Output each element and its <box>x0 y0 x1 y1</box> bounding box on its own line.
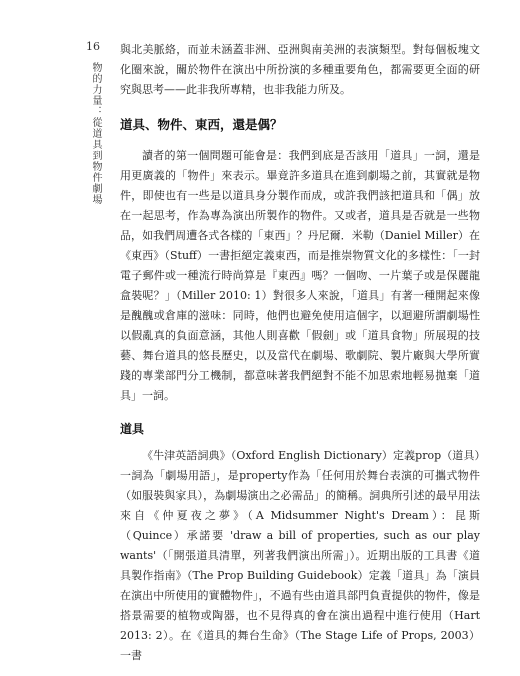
running-head: 物的力量：從道具到物件劇場 <box>90 62 101 205</box>
body-paragraph-1: 讀者的第一個問題可能會是：我們到底是否該用「道具」一詞，還是用更廣義的「物件」來表示。畢竟許多道具在進到劇場之前，其實就是物件，即使也有一些是以道具身分製作而成，或許我們該把道具和「偶」放在一起思考，作為專為演出所製作的物件。又或者，道具是否就是一些物品，如我們周遭各式各樣的「東西」？丹尼爾．米勒（Daniel Miller）在《東西》（Stuff）一書拒絕定義東西，而是推崇物質文化的多樣性：「一封電子郵件或一種流行時尚算是『東西』嗎？一個吻、一片葉子或是保麗龍盒裝呢？」（Miller 2010: 1）對很多人來說，「道具」有著一種開起來像是醜醜或倉庫的滋味：同時，他們也避免使用這個字，以迴避所謂劇場性以假亂真的負面意涵，其他人則喜歡「假劍」或「道具食物」所展現的技藝、舞台道具的悠長歷史，以及當代在劇場、歌劇院、製片廠與大學所實踐的專業部門分工機制，都意味著我們絕對不能不加思索地輕易拋棄「道具」一詞。 <box>120 149 480 402</box>
section-heading-props-objects: 道具、物件、東西，還是偶？ <box>120 117 283 132</box>
subsection-heading-props: 道具 <box>120 422 145 436</box>
intro-paragraph: 與北美脈絡，而並未涵蓋非洲、亞洲與南美洲的表演類型。對每個板塊文化圈來說，關於物件在演出中所扮演的多種重要角色，都需要更全面的研究與思考——此非我所專精，也非我能力所及。 <box>120 43 480 96</box>
body-paragraph-2: 《牛津英語詞典》（Oxford English Dictionary）定義prop（道具）一詞為「劇場用語」，是property作為「任何用於舞台表演的可攜式物件（如服裝與家具），為劇場演出之必需品」的簡稱。詞典所引述的最早用法來自《仲夏夜之夢》（A Midsummer Night's Dream）：昆斯（Quince）承諾要 'draw a bill of properties, such as our play wants'（「開張道具清單，列著我們演出所需」）。近期出版的工具書《道具製作指南》（The Prop Building Guidebook）定義「道具」為「演員在演出中所使用的實體物件」，不過有些由道具部門負責提供的物件，像是搭景需要的植物或陶器，也不見得真的會在演出過程中進行使用（Hart 2013: 2）。在《道具的舞台生命》（The Stage Life of Props, 2003）一書 <box>120 449 480 662</box>
page-number: 16 <box>86 40 100 53</box>
page-body <box>120 40 480 676</box>
